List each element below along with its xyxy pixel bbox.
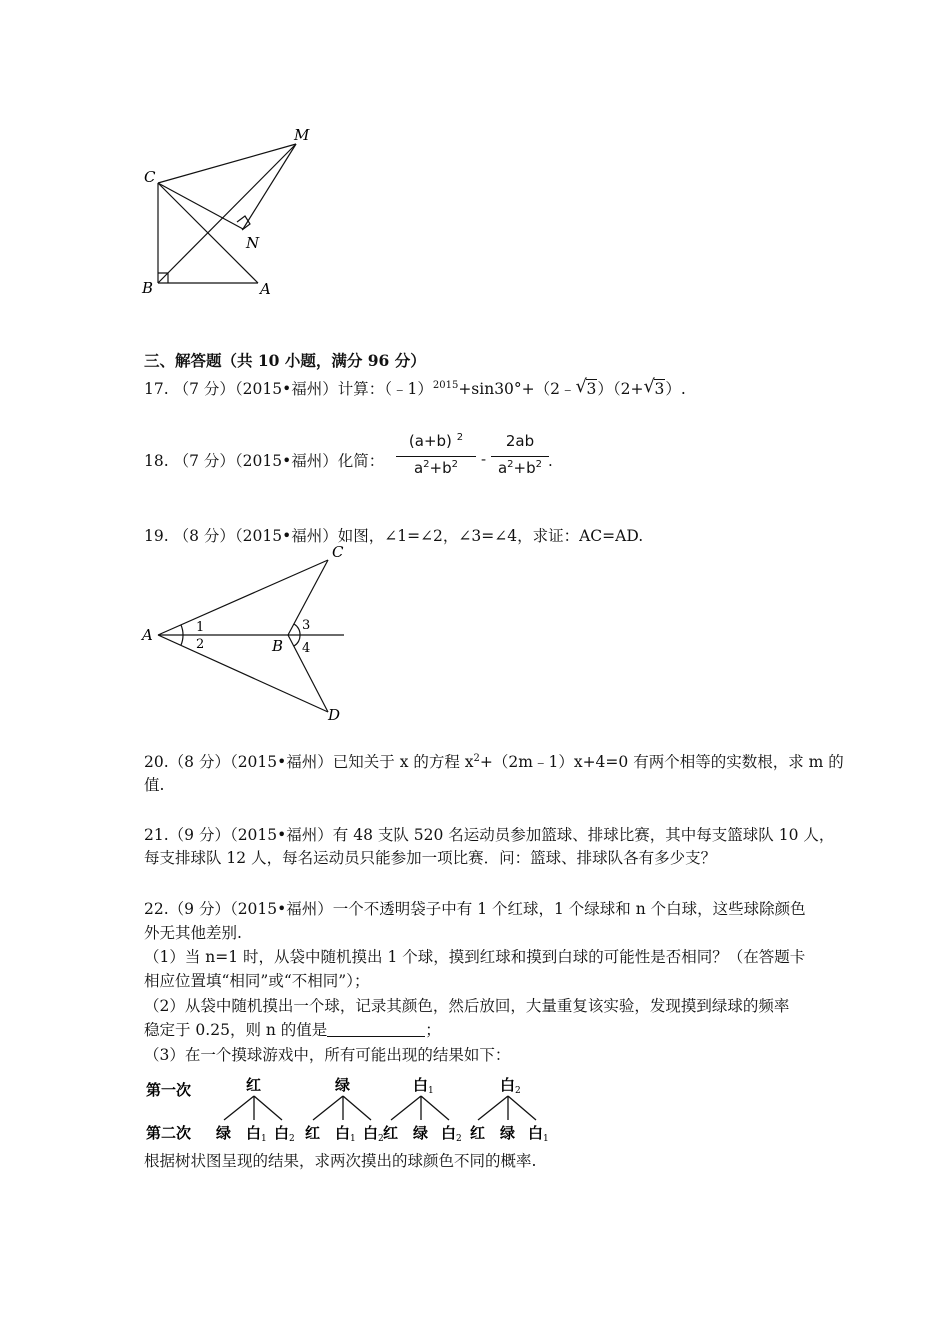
tree-node-first-2: 白 <box>413 1076 429 1094</box>
section-title: 三、解答题（共 10 小题，满分 96 分） <box>144 351 426 370</box>
tree-node-second: 白 <box>528 1124 544 1142</box>
question-22-line-1: 22.（9 分）（2015•福州）一个不透明袋子中有 1 个红球，1 个绿球和 n 个白球，这些球除颜色 <box>144 900 806 918</box>
tree-node-second: 绿 <box>500 1124 516 1142</box>
tree-branch <box>313 1096 343 1120</box>
label-C: C <box>332 543 344 561</box>
tree-node-second-sub: 2 <box>378 1134 384 1144</box>
q17-text-3: ）（2+ <box>597 380 644 398</box>
tree-node-second: 绿 <box>216 1124 232 1142</box>
tree-node-first-1: 绿 <box>335 1076 351 1094</box>
tree-row1-label: 第一次 <box>146 1081 192 1099</box>
q18-score: （7 分） <box>173 452 235 470</box>
question-21-line-2: 每支排球队 12 人，每名运动员只能参加一项比赛．问：篮球、排球队各有多少支？ <box>144 849 717 867</box>
q17-text-4: ）. <box>665 380 686 398</box>
q18-end: . <box>548 452 553 470</box>
tree-branch <box>224 1096 254 1120</box>
question-22-line-2: 外无其他差别. <box>144 924 242 942</box>
tree-branch <box>391 1096 421 1120</box>
tree-node-second: 白 <box>335 1124 351 1142</box>
question-17 <box>144 378 686 400</box>
answer-blank <box>327 1022 425 1037</box>
q17-text-2: +sin30°+（2﹣ <box>458 380 576 398</box>
q18-source: （2015•福州） <box>234 452 338 470</box>
tree-node-second: 白 <box>441 1124 457 1142</box>
tree-node-second-sub: 2 <box>289 1134 295 1144</box>
tree-node-second: 白 <box>274 1124 290 1142</box>
q19-score: （8 分） <box>173 527 235 545</box>
q17-score: （7 分） <box>173 380 235 398</box>
label-A: A <box>260 280 271 298</box>
tree-node-second: 红 <box>470 1124 486 1142</box>
tree-node-second-sub: 1 <box>261 1134 267 1144</box>
q18-number: 18. <box>144 452 169 470</box>
angle-2: 2 <box>196 637 205 652</box>
geometry-figure-19 <box>136 540 356 725</box>
angle-4: 4 <box>302 641 311 656</box>
tree-branch <box>421 1096 449 1120</box>
tree-diagram <box>136 1068 566 1148</box>
tree-branch <box>478 1096 508 1120</box>
tree-node-first-3: 白 <box>500 1076 516 1094</box>
fraction-1: $\frac{(a+b) ^2}{a^2+b^2}$ <box>396 432 476 477</box>
sqrt-3-a: √ 3 <box>575 376 597 398</box>
question-22-line-5: （2）从袋中随机摸出一个球，记录其颜色，然后放回，大量重复该实验，发现摸到绿球的频率 <box>144 997 790 1015</box>
angle-1: 1 <box>196 620 205 635</box>
question-22-last-line: 根据树状图呈现的结果，求两次摸出的球颜色不同的概率. <box>144 1152 537 1170</box>
tree-branch <box>343 1096 371 1120</box>
label-A: A <box>142 626 153 644</box>
question-22-line-4: 相应位置填“相同”或“不相同”）； <box>144 972 370 990</box>
q17-text: 计算：（﹣1） <box>337 380 433 398</box>
question-22-line-7: （3）在一个摸球游戏中，所有可能出现的结果如下： <box>144 1046 511 1064</box>
q17-source: （2015•福州） <box>234 380 338 398</box>
question-20-line-2: 值. <box>144 776 165 794</box>
tree-node-first-sub-2: 1 <box>428 1086 434 1096</box>
tree-node-second-sub: 1 <box>350 1134 356 1144</box>
question-21-line-1: 21.（9 分）（2015•福州）有 48 支队 520 名运动员参加篮球、排球比赛，其中每支篮球队 10 人， <box>144 826 835 844</box>
tree-node-second-sub: 2 <box>456 1134 462 1144</box>
minus-sign: - <box>481 450 487 468</box>
q19-source: （2015•福州） <box>234 527 338 545</box>
tree-node-second: 白 <box>246 1124 262 1142</box>
angle-3: 3 <box>302 618 311 633</box>
q18-text: 化简： <box>337 452 385 470</box>
sqrt-3-b: √ 3 <box>643 376 665 398</box>
tree-node-second: 绿 <box>413 1124 429 1142</box>
label-B: B <box>142 279 154 297</box>
label-B: B <box>272 637 284 655</box>
question-22-line-6: 稳定于 0.25，则 n 的值是 ； <box>144 1021 441 1039</box>
tree-node-second-sub: 1 <box>543 1134 549 1144</box>
q17-exponent: 2015 <box>432 380 459 391</box>
tree-branch <box>508 1096 536 1120</box>
q17-number: 17. <box>144 380 169 398</box>
label-N: N <box>246 234 260 252</box>
q19-number: 19. <box>144 527 169 545</box>
geometry-figure-top <box>136 120 326 305</box>
tree-node-second: 红 <box>383 1124 399 1142</box>
tree-node-first-0: 红 <box>246 1076 262 1094</box>
question-22-line-3: （1）当 n=1 时，从袋中随机摸出 1 个球，摸到红球和摸到白球的可能性是否相同？（在答题卡 <box>144 948 806 966</box>
tree-node-second: 白 <box>363 1124 379 1142</box>
tree-branch <box>254 1096 282 1120</box>
label-M: M <box>294 126 310 144</box>
tree-node-second: 红 <box>305 1124 321 1142</box>
label-C: C <box>144 168 156 186</box>
q19-text: 如图，∠1=∠2，∠3=∠4，求证：AC=AD. <box>337 527 644 545</box>
fraction-2: $\frac{2ab}{a^2+b^2}$ <box>491 432 549 477</box>
question-20-line-1: 20.（8 分）（2015•福州）已知关于 x 的方程 $x^2+(2m﹣1)x+4=0$ 有两个相等的实数根，求 m 的 <box>144 753 844 771</box>
label-D: D <box>328 706 341 724</box>
question-18 <box>144 450 384 472</box>
tree-node-first-sub-3: 2 <box>515 1086 521 1096</box>
tree-row2-label: 第二次 <box>146 1124 192 1142</box>
